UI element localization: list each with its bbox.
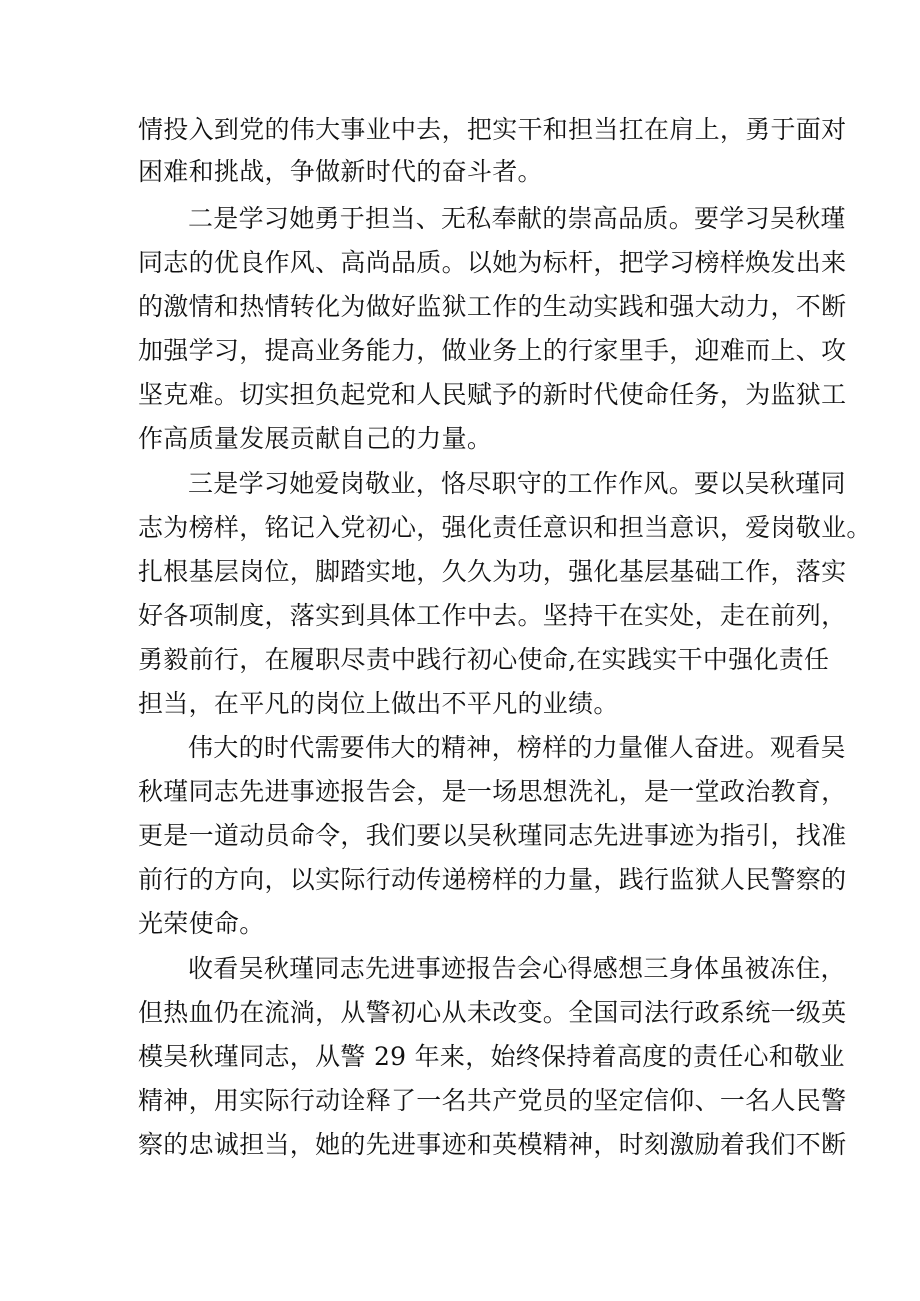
text-line: 光荣使命。 bbox=[138, 909, 265, 938]
paragraph-first-line: 伟大的时代需要伟大的精神，榜样的力量催人奋进。观看吴 bbox=[188, 733, 846, 762]
text-line: 担当，在平凡的岗位上做出不平凡的业绩。 bbox=[138, 689, 619, 718]
text-line: 精神，用实际行动诠释了一名共产党员的坚定信仰、一名人民警 bbox=[138, 1086, 847, 1115]
text-line: 志为榜样，铭记入党初心，强化责任意识和担当意识，爱岗敬业。 bbox=[138, 513, 872, 542]
text-line: 勇毅前行，在履职尽责中践行初心使命,在实践实干中强化责任 bbox=[138, 645, 830, 674]
text-line: 加强学习，提高业务能力，做业务上的行家里手，迎难而上、攻 bbox=[138, 336, 847, 365]
paragraph-first-line: 二是学习她勇于担当、无私奉献的崇高品质。要学习吴秋瑾 bbox=[188, 204, 846, 233]
text-line: 但热血仍在流淌，从警初心从未改变。全国司法行政系统一级英 bbox=[138, 998, 847, 1027]
text-line: 察的忠诚担当，她的先进事迹和英模精神，时刻激励着我们不断 bbox=[138, 1130, 847, 1159]
text-line: 的激情和热情转化为做好监狱工作的生动实践和强大动力，不断 bbox=[138, 292, 847, 321]
text-line: 情投入到党的伟大事业中去，把实干和担当扛在肩上，勇于面对 bbox=[138, 115, 847, 144]
text-line: 前行的方向，以实际行动传递榜样的力量，践行监狱人民警察的 bbox=[138, 865, 847, 894]
text-line: 扎根基层岗位，脚踏实地，久久为功，强化基层基础工作，落实 bbox=[138, 557, 847, 586]
text-line: 秋瑾同志先进事迹报告会，是一场思想洗礼，是一堂政治教育， bbox=[138, 777, 847, 806]
text-line: 困难和挑战，争做新时代的奋斗者。 bbox=[138, 157, 543, 186]
text-line: 好各项制度，落实到具体工作中去。坚持干在实处，走在前列， bbox=[138, 601, 847, 630]
paragraph-first-line: 收看吴秋瑾同志先进事迹报告会心得感想三身体虽被冻住， bbox=[188, 954, 846, 983]
text-line: 更是一道动员命令，我们要以吴秋瑾同志先进事迹为指引，找准 bbox=[138, 821, 847, 850]
text-line: 模吴秋瑾同志，从警 29 年来，始终保持着高度的责任心和敬业 bbox=[138, 1042, 845, 1071]
paragraph-first-line: 三是学习她爱岗敬业，恪尽职守的工作作风。要以吴秋瑾同 bbox=[188, 469, 846, 498]
text-line: 坚克难。切实担负起党和人民赋予的新时代使命任务，为监狱工 bbox=[138, 380, 847, 409]
text-line: 作高质量发展贡献自己的力量。 bbox=[138, 424, 493, 453]
text-line: 同志的优良作风、高尚品质。以她为标杆，把学习榜样焕发出来 bbox=[138, 248, 847, 277]
